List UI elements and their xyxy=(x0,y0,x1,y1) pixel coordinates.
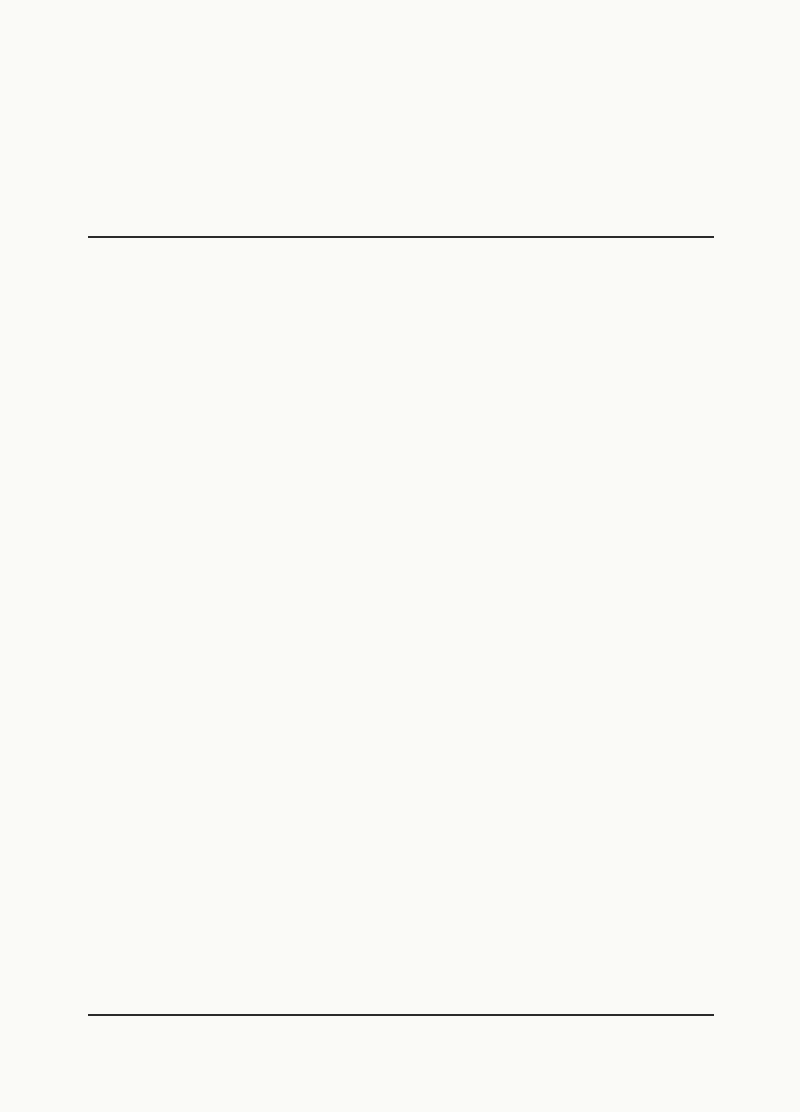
footer-rule xyxy=(88,1014,714,1016)
header-rule xyxy=(88,236,714,238)
